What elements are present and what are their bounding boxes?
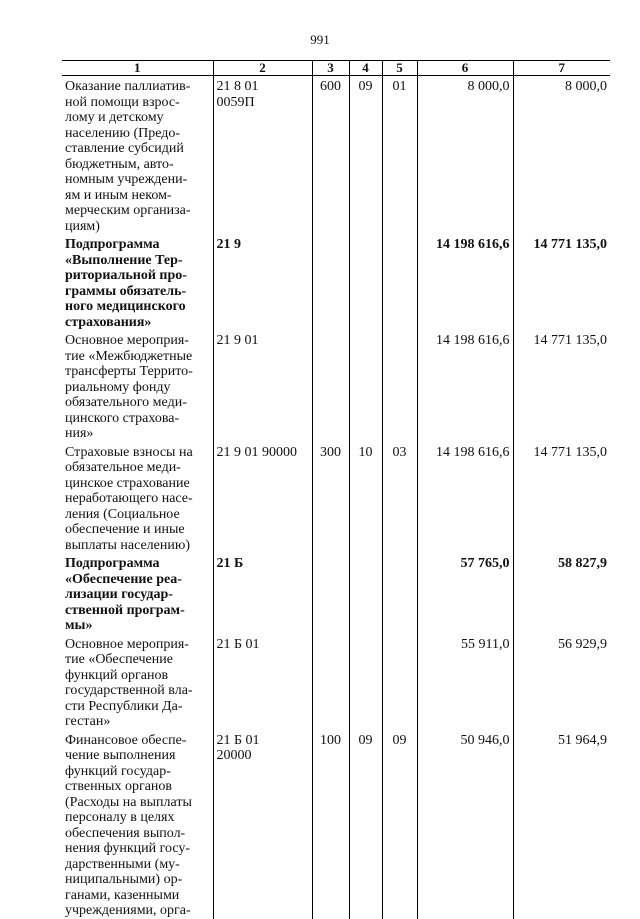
row-amount-year1-cell	[417, 76, 513, 235]
row-expense-type-cell	[312, 330, 349, 442]
row-code-cell	[213, 553, 312, 634]
table-row	[62, 76, 610, 235]
row-name-text: номным учреждени-	[65, 172, 188, 187]
header-col-2: 2	[213, 61, 312, 76]
row-name-text: выплаты населению)	[65, 537, 190, 553]
row-name-text: цинского страхова-	[65, 410, 180, 426]
header-col-6: 6	[417, 61, 513, 76]
row-amount-year2-text: 58 827,9	[558, 556, 607, 571]
header-col-4: 4	[349, 61, 382, 76]
row-amount-year1-cell	[417, 234, 513, 330]
row-expense-type-cell	[312, 234, 349, 330]
row-name-text: учреждениями, орга-	[65, 903, 191, 918]
row-name-text: нения функций госу-	[65, 841, 191, 856]
row-subsection-cell	[382, 442, 417, 554]
row-name-text: тие «Обеспечение	[65, 652, 173, 667]
row-section-text: 09	[358, 732, 373, 748]
row-code-cell	[213, 234, 312, 330]
row-amount-year2-cell	[513, 442, 610, 554]
row-name-text: ганами, казенными	[65, 887, 180, 903]
table-row	[62, 330, 610, 442]
row-name-text: риальному фонду	[65, 379, 171, 395]
row-code-text: 21 Б	[216, 556, 244, 571]
row-amount-year1-text: 14 198 616,6	[436, 237, 510, 252]
header-col-7: 7	[513, 61, 610, 76]
row-code-cell	[213, 330, 312, 442]
row-name-text: ственных органов	[65, 779, 173, 794]
row-expense-type-cell	[312, 553, 349, 634]
row-name-text: сти Республики Да-	[65, 698, 183, 714]
row-subsection-cell	[382, 553, 417, 634]
row-name-text: ния»	[65, 426, 94, 441]
row-amount-year1-text: 50 946,0	[460, 732, 510, 748]
row-name-text: ления (Социальное	[65, 506, 180, 522]
row-section-text: 10	[358, 444, 373, 460]
row-code-text: 0059П	[216, 94, 255, 110]
row-name-text: Оказание паллиатив-	[65, 79, 191, 94]
row-subsection-cell	[382, 234, 417, 330]
row-amount-year2-text: 51 964,9	[558, 732, 607, 748]
row-amount-year1-cell	[417, 730, 513, 919]
row-name-cell	[62, 442, 213, 554]
row-amount-year1-cell	[417, 442, 513, 554]
row-code-cell	[213, 76, 312, 235]
row-amount-year1-text: 55 911,0	[461, 636, 510, 652]
row-amount-year2-text: 56 929,9	[558, 636, 607, 652]
row-amount-year2-cell	[513, 330, 610, 442]
row-expense-type-cell	[312, 76, 349, 235]
row-name-cell	[62, 76, 213, 235]
row-section-cell	[349, 634, 382, 730]
header-col-5: 5	[382, 61, 417, 76]
row-name-text: Подпрограмма	[65, 237, 160, 252]
row-name-text: ного медицинского	[65, 299, 186, 314]
row-section-cell	[349, 234, 382, 330]
row-subsection-text: 09	[392, 732, 407, 748]
row-code-text: 21 9 01	[216, 333, 259, 348]
row-name-text: ственной програм-	[65, 602, 185, 618]
budget-table	[62, 60, 610, 919]
page-number: 991	[310, 32, 330, 47]
row-code-text: 20000	[216, 748, 252, 763]
row-expense-type-cell	[312, 442, 349, 554]
table-row	[62, 634, 610, 730]
row-name-cell	[62, 553, 213, 634]
row-code-text: 21 9	[216, 237, 241, 252]
row-expense-type-cell	[312, 634, 349, 730]
row-code-cell	[213, 442, 312, 554]
row-name-text: ной помощи взрос-	[65, 94, 180, 110]
row-name-text: «Выполнение Тер-	[65, 252, 183, 268]
row-subsection-text: 03	[392, 444, 407, 460]
row-name-text: ям и иным неком-	[65, 187, 172, 203]
header-col-3: 3	[312, 61, 349, 76]
row-amount-year1-cell	[417, 634, 513, 730]
row-name-text: государственной вла-	[65, 683, 193, 698]
row-name-cell	[62, 330, 213, 442]
row-section-cell	[349, 442, 382, 554]
row-name-text: цинское страхование	[65, 475, 190, 491]
row-amount-year2-cell	[513, 730, 610, 919]
row-section-text: 09	[358, 79, 373, 94]
row-name-text: неработающего насе-	[65, 491, 193, 506]
row-expense-type-cell	[312, 730, 349, 919]
row-amount-year2-cell	[513, 76, 610, 235]
row-name-text: обязательное меди-	[65, 460, 181, 475]
row-name-text: функций государ-	[65, 763, 171, 779]
row-name-text: лизации государ-	[65, 587, 173, 602]
row-name-text: Финансовое обеспе-	[65, 732, 187, 748]
row-amount-year1-text: 14 198 616,6	[436, 444, 510, 460]
table-row	[62, 442, 610, 554]
row-code-text: 21 Б 01	[216, 636, 260, 652]
row-name-text: населению (Предо-	[65, 125, 181, 141]
row-name-text: обеспечения выпол-	[65, 825, 186, 841]
row-expense-type-text: 300	[320, 444, 341, 460]
row-name-text: Основное мероприя-	[65, 333, 189, 348]
row-name-text: граммы обязатель-	[65, 283, 187, 299]
row-amount-year1-text: 57 765,0	[460, 556, 510, 571]
row-name-text: мы»	[65, 618, 93, 633]
row-section-cell	[349, 553, 382, 634]
table-row	[62, 730, 610, 919]
row-name-text: риториальной про-	[65, 268, 187, 283]
row-name-text: мерческим организа-	[65, 203, 191, 218]
row-subsection-cell	[382, 76, 417, 235]
row-amount-year2-text: 14 771 135,0	[533, 333, 607, 348]
row-name-text: циям)	[65, 218, 100, 234]
row-name-text: Страховые взносы на	[65, 444, 193, 460]
row-expense-type-text: 600	[320, 79, 341, 94]
row-amount-year2-text: 8 000,0	[565, 79, 607, 94]
row-subsection-cell	[382, 330, 417, 442]
row-name-text: обеспечение и иные	[65, 522, 185, 537]
row-name-text: трансферты Террито-	[65, 364, 193, 379]
table-row	[62, 234, 610, 330]
row-amount-year2-text: 14 771 135,0	[533, 444, 607, 460]
row-code-cell	[213, 730, 312, 919]
row-subsection-cell	[382, 730, 417, 919]
row-code-text: 21 Б 01	[216, 732, 260, 748]
row-expense-type-text: 100	[320, 732, 341, 748]
row-name-text: «Обеспечение реа-	[65, 571, 182, 587]
row-name-text: Основное мероприя-	[65, 636, 189, 652]
row-amount-year2-text: 14 771 135,0	[533, 237, 607, 252]
row-name-text: (Расходы на выплаты	[65, 794, 192, 810]
row-amount-year1-text: 14 198 616,6	[436, 333, 510, 348]
row-name-text: гестан»	[65, 714, 111, 729]
row-subsection-text: 01	[392, 79, 407, 94]
row-amount-year2-cell	[513, 234, 610, 330]
row-amount-year2-cell	[513, 634, 610, 730]
row-name-text: лому и детскому	[65, 110, 164, 125]
row-name-cell	[62, 730, 213, 919]
row-section-cell	[349, 330, 382, 442]
row-name-text: обязательного меди-	[65, 395, 187, 410]
table-row	[62, 553, 610, 634]
row-name-text: тие «Межбюджетные	[65, 348, 193, 364]
row-code-text: 21 9 01 90000	[216, 444, 297, 460]
row-name-text: функций органов	[65, 667, 169, 683]
header-col-1: 1	[62, 61, 213, 76]
row-amount-year1-cell	[417, 553, 513, 634]
row-name-cell	[62, 234, 213, 330]
row-name-text: дарственными (му-	[65, 856, 180, 872]
row-amount-year1-text: 8 000,0	[467, 79, 510, 94]
row-code-text: 21 8 01	[216, 79, 259, 94]
row-name-text: бюджетным, авто-	[65, 156, 174, 172]
row-section-cell	[349, 76, 382, 235]
row-name-cell	[62, 634, 213, 730]
row-name-text: Подпрограмма	[65, 556, 160, 571]
row-subsection-cell	[382, 634, 417, 730]
row-amount-year1-cell	[417, 330, 513, 442]
row-name-text: ставление субсидий	[65, 141, 184, 156]
row-amount-year2-cell	[513, 553, 610, 634]
row-code-cell	[213, 634, 312, 730]
row-name-text: страхования»	[65, 314, 152, 330]
row-section-cell	[349, 730, 382, 919]
header-row	[62, 61, 610, 76]
row-name-text: чение выполнения	[65, 748, 176, 763]
row-name-text: персоналу в целях	[65, 810, 175, 825]
row-name-text: ниципальными) ор-	[65, 872, 183, 887]
